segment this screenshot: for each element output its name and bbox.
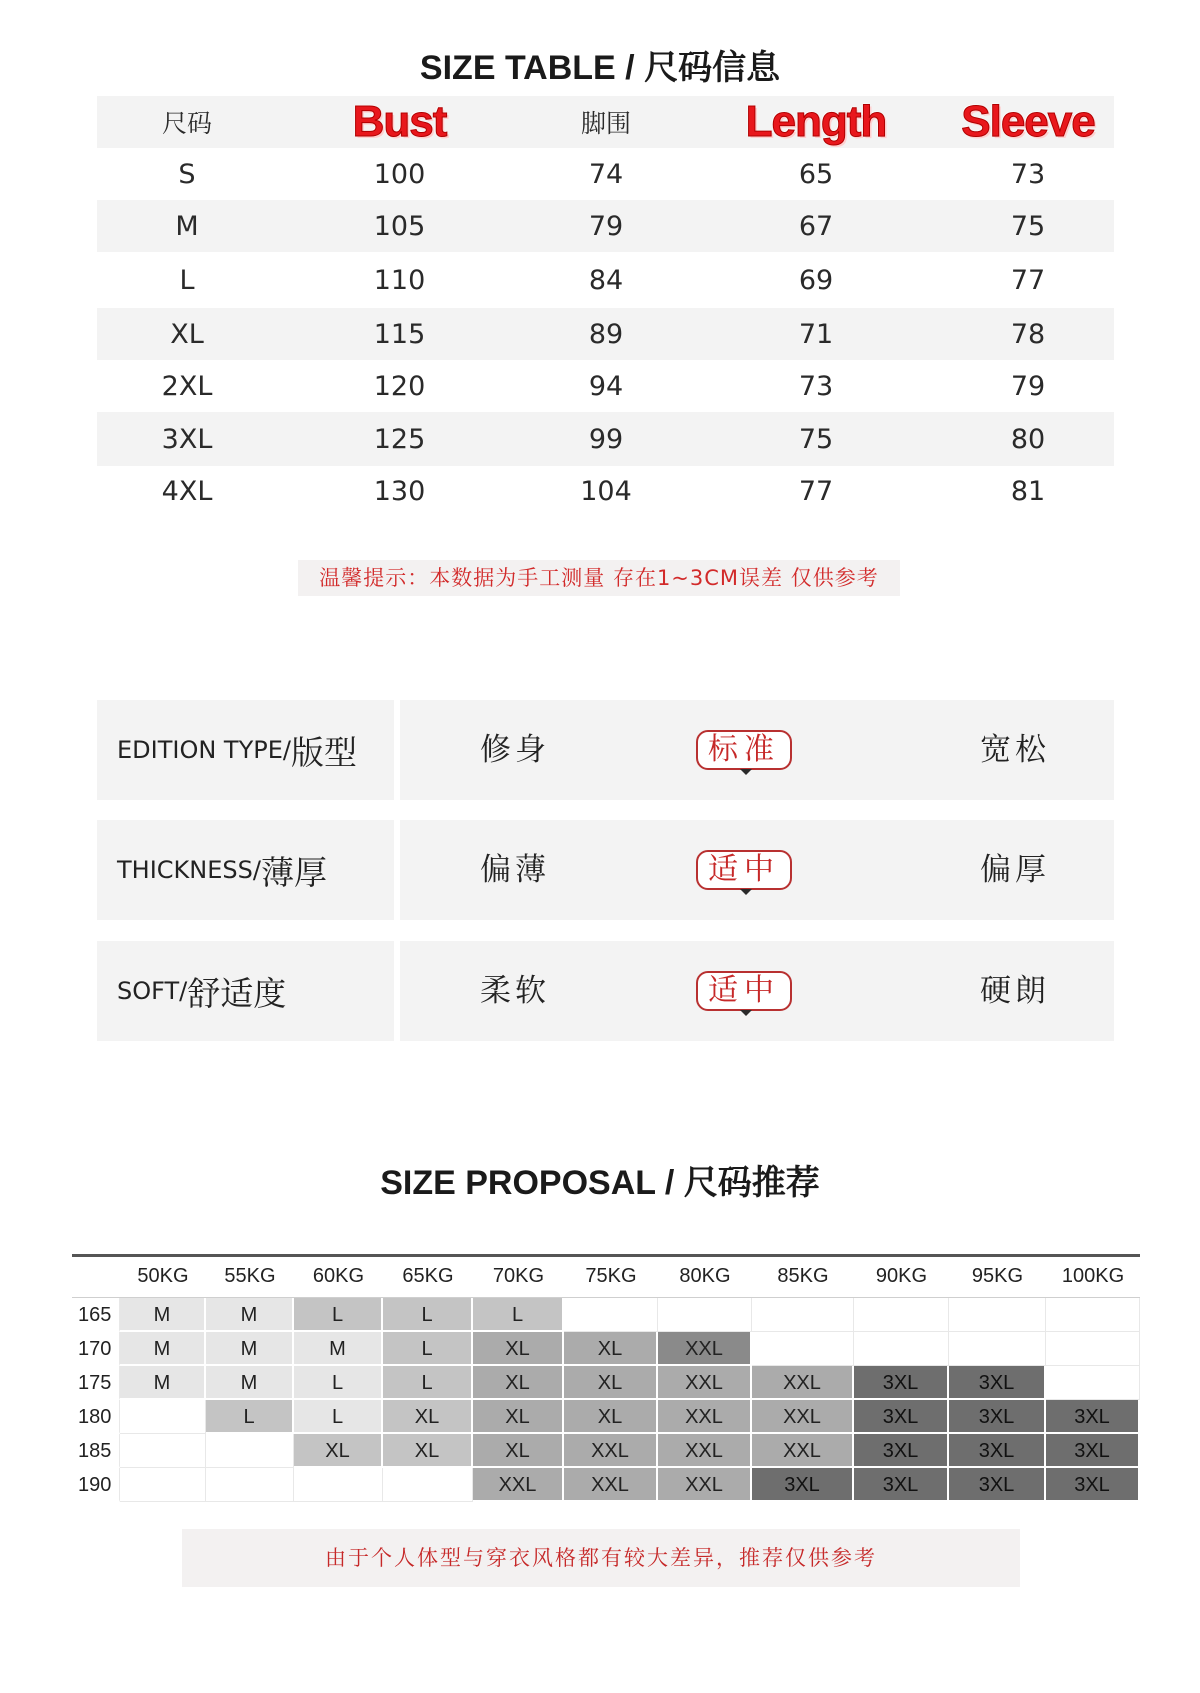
weight-header: 80KG bbox=[679, 1264, 731, 1287]
size-recommendation-cell: 3XL bbox=[854, 1468, 949, 1502]
size-recommendation-cell: L bbox=[383, 1298, 473, 1332]
size-recommendation-cell bbox=[752, 1298, 854, 1332]
size-recommendation-cell: M bbox=[120, 1332, 206, 1366]
height-row bbox=[72, 1468, 1140, 1502]
size-recommendation-cell: XL bbox=[564, 1366, 658, 1400]
attribute-options bbox=[400, 820, 1114, 920]
weight-header: 60KG bbox=[312, 1264, 365, 1287]
size-recommendation-cell bbox=[949, 1332, 1046, 1366]
size-recommendation-cell: XL bbox=[564, 1400, 658, 1434]
attribute-option: 偏薄 bbox=[480, 852, 550, 888]
weight-header: 90KG bbox=[875, 1264, 928, 1287]
size-recommendation-cell: 3XL bbox=[949, 1434, 1046, 1468]
size-recommendation-cell bbox=[1046, 1332, 1140, 1366]
size-recommendation-cell bbox=[949, 1298, 1046, 1332]
size-row bbox=[97, 466, 1114, 516]
size-cell: 2XL bbox=[161, 370, 213, 402]
size-recommendation-cell: M bbox=[206, 1366, 294, 1400]
size-recommendation-cell: 3XL bbox=[1046, 1400, 1140, 1434]
size-recommendation-cell: XXL bbox=[752, 1400, 854, 1434]
attribute-option: 柔软 bbox=[480, 973, 550, 1009]
size-table-title: SIZE TABLE / 尺码信息 bbox=[419, 49, 781, 87]
height-label: 170 bbox=[72, 1332, 120, 1366]
size-row bbox=[97, 252, 1114, 308]
size-recommendation-cell: L bbox=[383, 1366, 473, 1400]
size-cell: 120 bbox=[373, 370, 426, 402]
size-table bbox=[97, 96, 1114, 516]
height-row bbox=[72, 1434, 1140, 1468]
attribute-option-selected: 适中 bbox=[696, 971, 792, 1011]
size-cell: XL bbox=[170, 318, 204, 350]
size-cell: 84 bbox=[588, 264, 624, 296]
size-cell: 79 bbox=[1010, 370, 1046, 402]
size-row bbox=[97, 412, 1114, 466]
size-recommendation-cell: XXL bbox=[658, 1434, 752, 1468]
size-proposal-grid bbox=[72, 1255, 1140, 1502]
attribute-option: 硬朗 bbox=[980, 973, 1050, 1009]
size-recommendation-cell bbox=[1046, 1366, 1140, 1400]
size-recommendation-cell: 3XL bbox=[949, 1468, 1046, 1502]
size-cell: 78 bbox=[1010, 318, 1046, 350]
attribute-block bbox=[97, 820, 1114, 920]
size-recommendation-cell: XXL bbox=[564, 1434, 658, 1468]
header-size: 尺码 bbox=[161, 109, 212, 138]
size-recommendation-cell: XL bbox=[294, 1434, 383, 1468]
attribute-label-en: THICKNESS/ bbox=[117, 856, 261, 884]
size-table-header bbox=[97, 96, 1114, 148]
size-cell: 75 bbox=[1010, 210, 1046, 242]
height-label: 185 bbox=[72, 1434, 120, 1468]
size-recommendation-cell: XL bbox=[383, 1400, 473, 1434]
size-cell: L bbox=[179, 264, 195, 296]
attribute-block bbox=[97, 700, 1114, 800]
size-recommendation-cell: XXL bbox=[564, 1468, 658, 1502]
weight-header: 75KG bbox=[585, 1264, 637, 1287]
size-recommendation-cell: XL bbox=[564, 1332, 658, 1366]
size-recommendation-cell: XXL bbox=[658, 1366, 752, 1400]
size-cell: 77 bbox=[798, 475, 834, 507]
size-recommendation-cell: M bbox=[294, 1332, 383, 1366]
size-recommendation-cell: L bbox=[294, 1298, 383, 1332]
size-recommendation-cell: XL bbox=[473, 1400, 564, 1434]
size-cell: 115 bbox=[373, 318, 426, 350]
size-recommendation-cell: L bbox=[294, 1400, 383, 1434]
size-recommendation-cell bbox=[752, 1332, 854, 1366]
height-row bbox=[72, 1332, 1140, 1366]
height-label: 190 bbox=[72, 1468, 120, 1502]
size-cell: 67 bbox=[798, 210, 834, 242]
size-recommendation-cell: XXL bbox=[473, 1468, 564, 1502]
size-cell: 125 bbox=[373, 423, 426, 455]
size-cell: 104 bbox=[580, 475, 632, 507]
size-recommendation-cell: XL bbox=[473, 1332, 564, 1366]
weight-header: 65KG bbox=[402, 1264, 454, 1287]
size-recommendation-cell bbox=[206, 1468, 294, 1502]
size-row bbox=[97, 148, 1114, 200]
height-label: 180 bbox=[72, 1400, 120, 1434]
measurement-note: 温馨提示：本数据为手工测量 存在1~3CM误差 仅供参考 bbox=[298, 560, 900, 596]
size-cell: 79 bbox=[588, 210, 624, 242]
height-label: 165 bbox=[72, 1298, 120, 1332]
size-recommendation-cell bbox=[294, 1468, 383, 1502]
attribute-label bbox=[97, 700, 394, 800]
size-recommendation-cell: L bbox=[473, 1298, 564, 1332]
size-recommendation-cell: XXL bbox=[658, 1468, 752, 1502]
size-recommendation-cell bbox=[854, 1298, 949, 1332]
attribute-label-zh: 版型 bbox=[290, 732, 357, 772]
size-cell: S bbox=[178, 158, 196, 190]
size-cell: 81 bbox=[1010, 475, 1046, 507]
size-row bbox=[97, 360, 1114, 412]
attribute-options bbox=[400, 941, 1114, 1041]
size-recommendation-cell bbox=[1046, 1298, 1140, 1332]
size-cell: 69 bbox=[798, 264, 834, 296]
attribute-label bbox=[97, 820, 394, 920]
size-cell: 80 bbox=[1010, 423, 1046, 455]
size-recommendation-cell: 3XL bbox=[949, 1366, 1046, 1400]
size-recommendation-cell bbox=[658, 1298, 752, 1332]
size-proposal-title: SIZE PROPOSAL / 尺码推荐 bbox=[380, 1164, 820, 1202]
size-recommendation-cell bbox=[120, 1400, 206, 1434]
attribute-label-en: SOFT/ bbox=[117, 977, 188, 1005]
attribute-option: 宽松 bbox=[980, 732, 1050, 768]
size-recommendation-cell: 3XL bbox=[854, 1366, 949, 1400]
weight-header-row bbox=[72, 1255, 1140, 1298]
weight-header: 50KG bbox=[137, 1264, 189, 1287]
height-label: 175 bbox=[72, 1366, 120, 1400]
height-row bbox=[72, 1400, 1140, 1434]
size-recommendation-cell: XXL bbox=[752, 1366, 854, 1400]
size-recommendation-cell: 3XL bbox=[949, 1400, 1046, 1434]
size-cell: 89 bbox=[588, 318, 624, 350]
size-recommendation-cell: L bbox=[206, 1400, 294, 1434]
attribute-options bbox=[400, 700, 1114, 800]
size-recommendation-cell: 3XL bbox=[854, 1400, 949, 1434]
size-cell: 4XL bbox=[161, 475, 213, 507]
size-cell: 73 bbox=[798, 370, 834, 402]
size-recommendation-cell: XXL bbox=[752, 1434, 854, 1468]
size-cell: 77 bbox=[1010, 264, 1046, 296]
attribute-option: 偏厚 bbox=[980, 852, 1050, 888]
weight-header: 85KG bbox=[777, 1264, 829, 1287]
attribute-option-selected: 适中 bbox=[696, 850, 792, 890]
size-cell: 73 bbox=[1010, 158, 1046, 190]
size-cell: 94 bbox=[588, 370, 624, 402]
proposal-note: 由于个人体型与穿衣风格都有较大差异，推荐仅供参考 bbox=[182, 1529, 1020, 1587]
attribute-label-zh: 舒适度 bbox=[187, 973, 287, 1013]
header-hem: 脚围 bbox=[580, 109, 631, 138]
attribute-option-selected: 标准 bbox=[696, 730, 792, 770]
size-recommendation-cell: 3XL bbox=[752, 1468, 854, 1502]
size-cell: 71 bbox=[798, 318, 834, 350]
size-recommendation-cell: M bbox=[120, 1298, 206, 1332]
header-sleeve: Sleeve bbox=[961, 97, 1095, 146]
header-bust: Bust bbox=[352, 97, 447, 146]
size-recommendation-cell: XXL bbox=[658, 1400, 752, 1434]
height-row bbox=[72, 1366, 1140, 1400]
size-row bbox=[97, 200, 1114, 252]
size-recommendation-cell: M bbox=[206, 1332, 294, 1366]
size-cell: 105 bbox=[373, 210, 426, 242]
height-row bbox=[72, 1298, 1140, 1332]
size-recommendation-cell bbox=[564, 1298, 658, 1332]
size-cell: 75 bbox=[798, 423, 834, 455]
attribute-label-en: EDITION TYPE/ bbox=[117, 736, 291, 764]
size-recommendation-cell bbox=[383, 1468, 473, 1502]
size-recommendation-cell: L bbox=[383, 1332, 473, 1366]
size-recommendation-cell: XL bbox=[473, 1434, 564, 1468]
size-recommendation-cell: XXL bbox=[658, 1332, 752, 1366]
size-row bbox=[97, 308, 1114, 360]
size-cell: M bbox=[175, 210, 199, 242]
size-recommendation-cell: M bbox=[206, 1298, 294, 1332]
size-cell: 110 bbox=[373, 264, 426, 296]
size-cell: 65 bbox=[798, 158, 834, 190]
size-cell: 3XL bbox=[161, 423, 213, 455]
size-cell: 100 bbox=[373, 158, 426, 190]
size-recommendation-cell: 3XL bbox=[1046, 1468, 1140, 1502]
size-cell: 74 bbox=[588, 158, 624, 190]
weight-header: 70KG bbox=[492, 1264, 545, 1287]
weight-header: 55KG bbox=[224, 1264, 276, 1287]
header-length: Length bbox=[745, 97, 887, 146]
size-recommendation-cell: XL bbox=[473, 1366, 564, 1400]
attribute-option: 修身 bbox=[480, 732, 550, 768]
attribute-label bbox=[97, 941, 394, 1041]
size-recommendation-cell: M bbox=[120, 1366, 206, 1400]
size-recommendation-cell: XL bbox=[383, 1434, 473, 1468]
size-recommendation-cell bbox=[854, 1332, 949, 1366]
weight-header: 95KG bbox=[971, 1264, 1024, 1287]
attribute-label-zh: 薄厚 bbox=[260, 852, 327, 892]
size-recommendation-cell bbox=[120, 1468, 206, 1502]
weight-header: 100KG bbox=[1061, 1264, 1125, 1287]
size-recommendation-cell: 3XL bbox=[854, 1434, 949, 1468]
size-cell: 99 bbox=[588, 423, 624, 455]
size-cell: 130 bbox=[373, 475, 426, 507]
size-recommendation-cell bbox=[206, 1434, 294, 1468]
size-recommendation-cell: 3XL bbox=[1046, 1434, 1140, 1468]
size-recommendation-cell: L bbox=[294, 1366, 383, 1400]
size-recommendation-cell bbox=[120, 1434, 206, 1468]
attribute-block bbox=[97, 941, 1114, 1041]
